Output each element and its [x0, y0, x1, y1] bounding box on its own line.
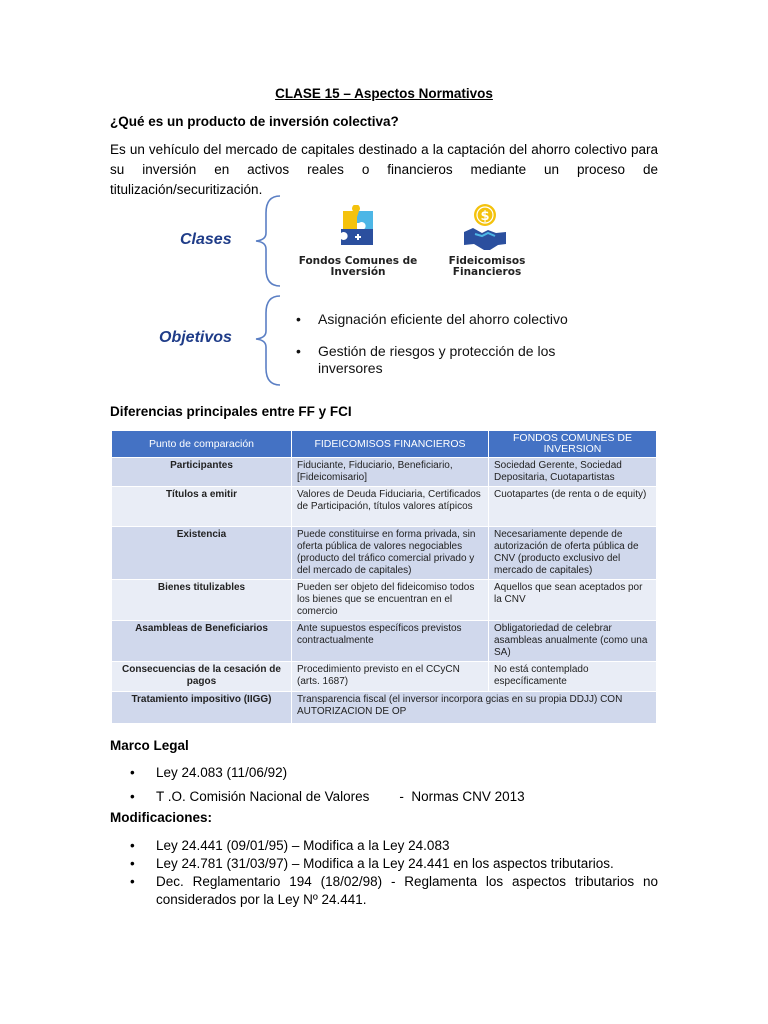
ff-caption-line-1: Fideicomisos [448, 255, 526, 267]
table-cell: Consecuencias de la cesación de pagos [112, 662, 292, 692]
svg-text:$: $ [480, 209, 490, 224]
table-row [112, 621, 657, 662]
objetivos-bracket [256, 296, 280, 385]
table-cell: Asambleas de Beneficiarios [112, 621, 292, 662]
list-item: • Ley 24.781 (31/03/97) – Modifica a la Ley 24.441 en los aspectos tributarios. [110, 855, 658, 873]
table-cell: Cuotapartes (de renta o de equity) [489, 487, 657, 527]
table-cell: Títulos a emitir [112, 487, 292, 527]
marco-legal-list [110, 764, 658, 806]
definition-paragraph: Es un vehículo del mercado de capitales destinado a la captación del ahorro colectivo para su inversión en activos reales o financieros mediante un proceso de titulización/securitización. [110, 142, 658, 197]
table-row [112, 458, 657, 487]
list-item: • Ley 24.083 (11/06/92) [110, 764, 658, 782]
ff-caption-line-2: Financieros [452, 266, 522, 278]
table-cell: Necesariamente depende de autorización de oferta pública de CNV (producto exclusivo del mercado de capitales) [489, 527, 657, 580]
table-cell: Aquellos que sean aceptados por la CNV [489, 580, 657, 621]
table-header-row [112, 431, 657, 458]
header-cell: FIDEICOMISOS FINANCIEROS [292, 431, 489, 458]
comparison-table [111, 430, 656, 724]
list-item: • T .O. Comisión Nacional de Valores - Normas CNV 2013 [110, 788, 658, 806]
table-cell: Obligatoriedad de celebrar asambleas anualmente (como una SA) [489, 621, 657, 662]
handshake-dollar-icon [461, 202, 509, 252]
table-row [112, 662, 657, 692]
table-cell: Valores de Deuda Fiduciaria, Certificados de Participación, títulos valores atípicos [292, 487, 489, 527]
header-cell: FONDOS COMUNES DE INVERSION [489, 431, 657, 458]
table-cell: Ante supuestos específicos previstos contractualmente [292, 621, 489, 662]
objetivo-item-2: • [296, 343, 301, 359]
table-cell: Fiduciante, Fiduciario, Beneficiario, [Fideicomisario] [292, 458, 489, 487]
objetivo-item-1: • [296, 311, 301, 327]
objetivo-1-text: Asignación eficiente del ahorro colectivo [318, 311, 568, 327]
table-cell: Participantes [112, 458, 292, 487]
modificaciones-list [110, 837, 658, 909]
table-cell: No está contemplado específicamente [489, 662, 657, 692]
fci-caption-line-1: Fondos Comunes de [298, 255, 418, 267]
table-row [112, 692, 657, 724]
table-cell: Existencia [112, 527, 292, 580]
ff-caption [428, 256, 546, 278]
classes-objectives-diagram [148, 193, 588, 393]
table-cell: Procedimiento previsto en el CCyCN (arts. 1687) [292, 662, 489, 692]
bracket-lines [248, 193, 288, 393]
table-cell: Tratamiento impositivo (IIGG) [112, 692, 292, 724]
clases-label: Clases [180, 231, 232, 248]
document-title: CLASE 15 – Aspectos Normativos [275, 86, 493, 101]
table-cell: Transparencia fiscal (el inversor incorpora gcias en su propia DDJJ) CON AUTORIZACION DE OP [292, 692, 657, 724]
table-cell: Bienes titulizables [112, 580, 292, 621]
objetivo-2-text [318, 343, 598, 377]
table-row [112, 527, 657, 580]
table-cell: Pueden ser objeto del fideicomiso todos los bienes que se encuentran en el comercio [292, 580, 489, 621]
list-item: • Ley 24.441 (09/01/95) – Modifica a la Ley 24.083 [110, 837, 658, 855]
objetivo-2-line-1: Gestión de riesgos y protección de los [318, 343, 556, 359]
table-cell: Sociedad Gerente, Sociedad Depositaria, Cuotapartistas [489, 458, 657, 487]
table-heading: Diferencias principales entre FF y FCI [110, 404, 352, 419]
clases-bracket [256, 196, 280, 286]
puzzle-icon [335, 205, 379, 249]
header-cell: Punto de comparación [112, 431, 292, 458]
objetivo-2-line-2: inversores [318, 360, 383, 376]
table-cell: Puede constituirse en forma privada, sin oferta pública de valores negociables (producto del tráfico comercial privado y del mercado de capitales) [292, 527, 489, 580]
list-item: • Dec. Reglamentario 194 (18/02/98) - Reglamenta los aspectos tributarios no considerados por la Ley Nº 24.441. [110, 873, 658, 909]
fci-caption-line-2: Inversión [330, 266, 386, 278]
table-row [112, 580, 657, 621]
question-heading: ¿Qué es un producto de inversión colectiva? [110, 114, 399, 129]
modificaciones-heading: Modificaciones: [110, 810, 213, 825]
marco-legal-heading: Marco Legal [110, 738, 189, 753]
objetivos-label: Objetivos [159, 329, 232, 346]
table-row [112, 487, 657, 527]
fci-caption [296, 256, 420, 278]
